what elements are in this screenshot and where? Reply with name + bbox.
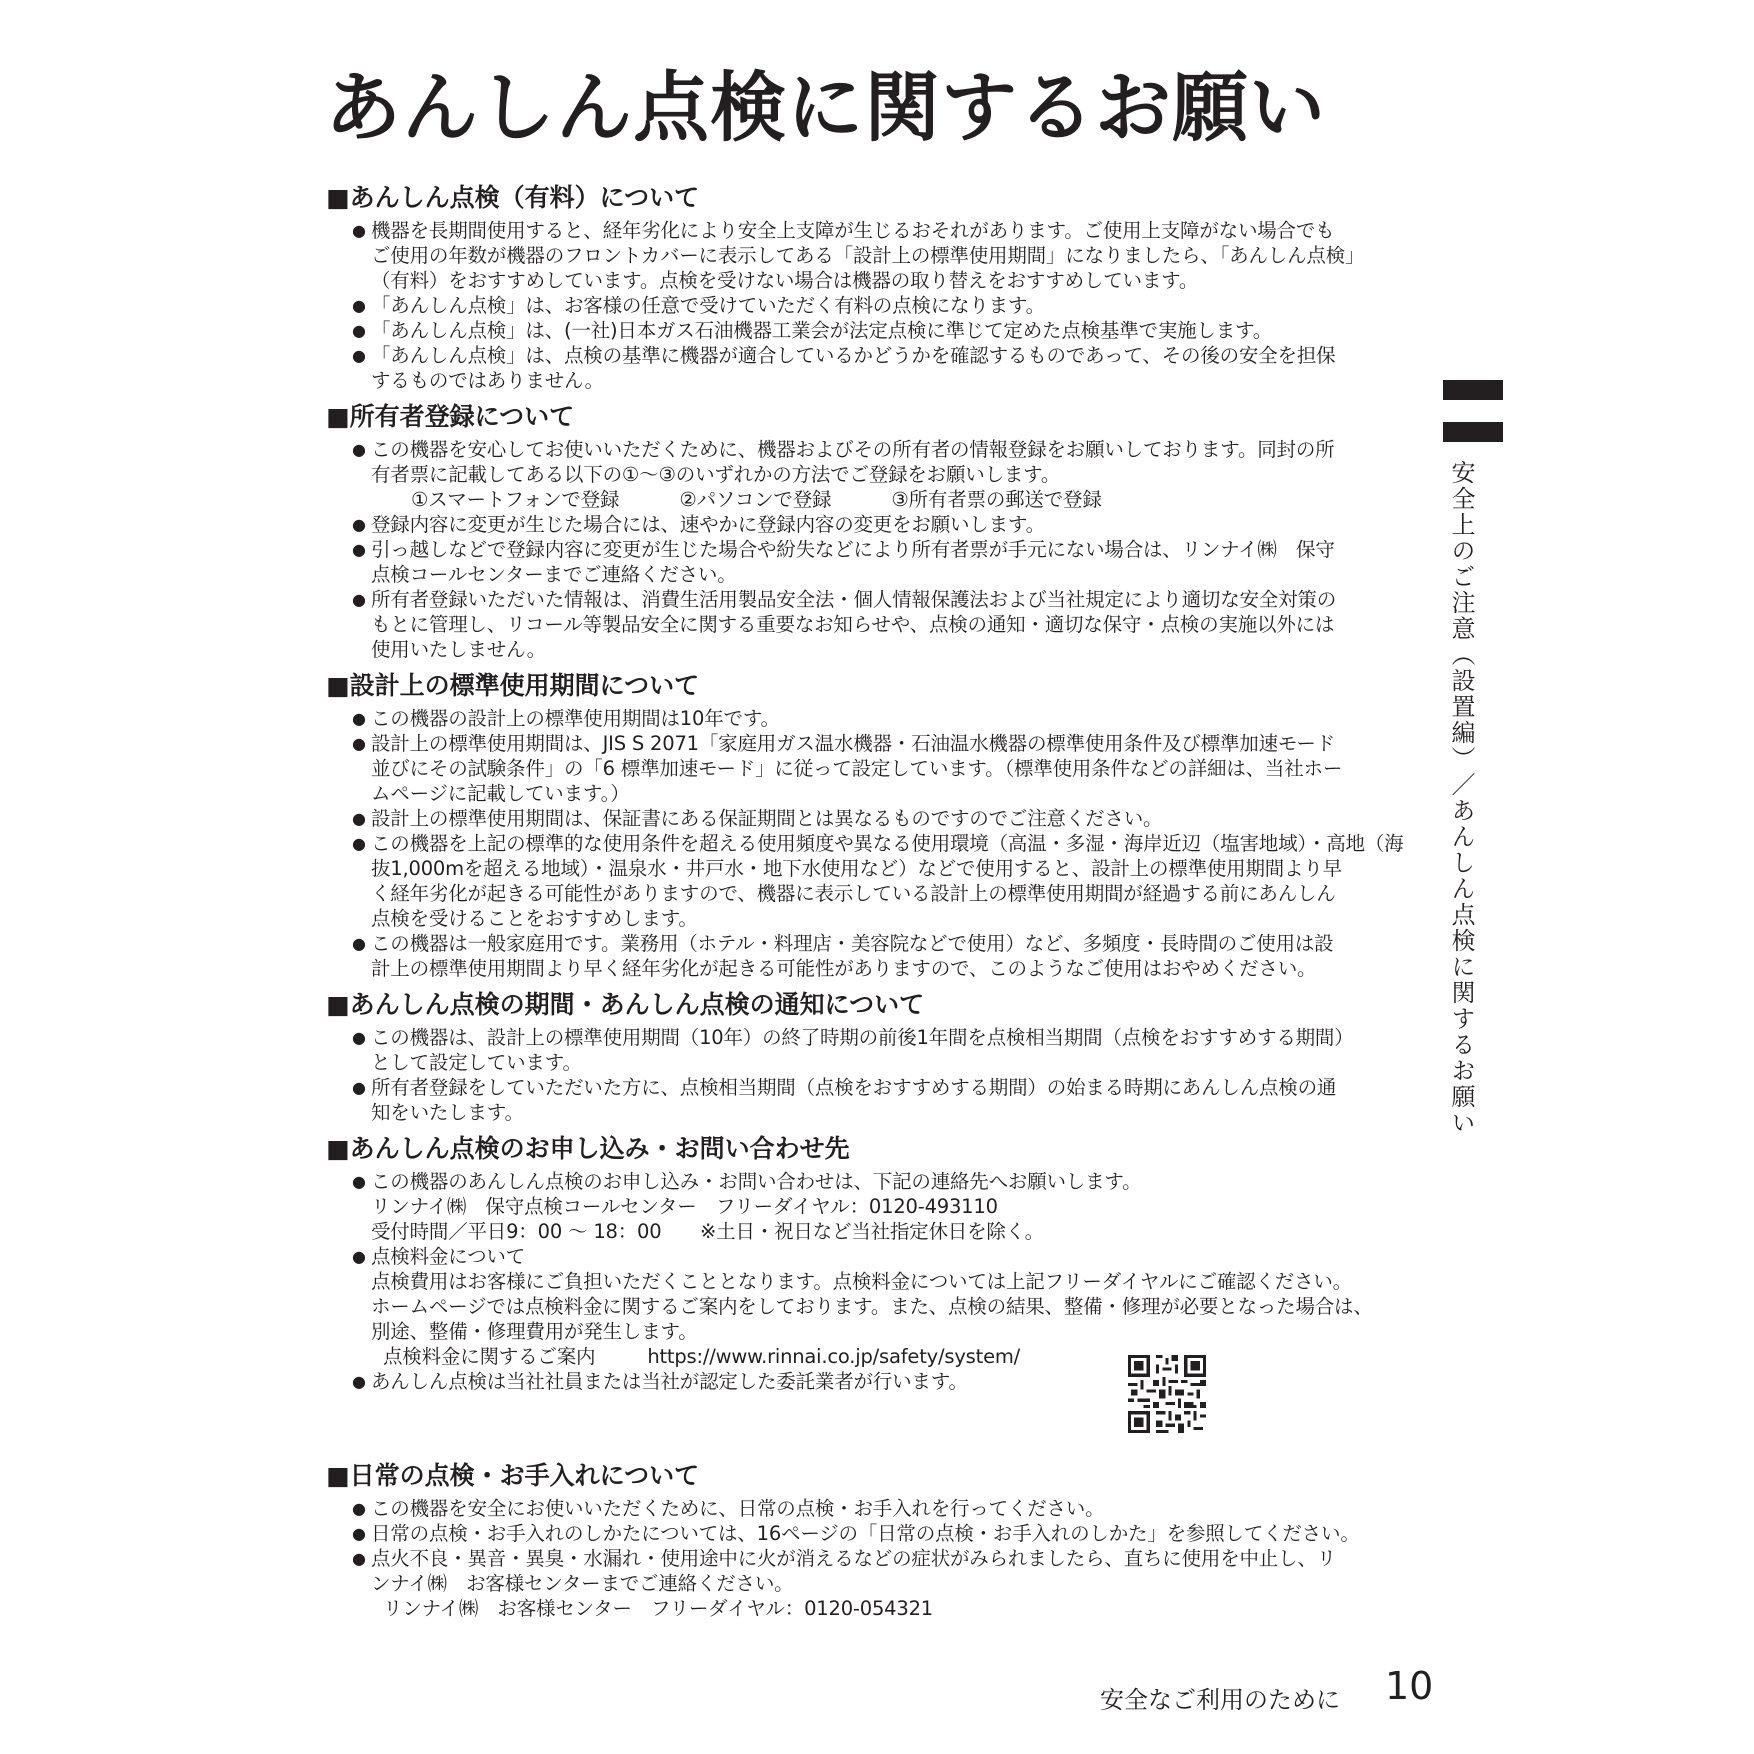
section-heading-anshin-check: ■あんしん点検（有料）について: [326, 183, 700, 212]
page-number: 10: [1385, 1664, 1434, 1708]
bullet-icon: ●: [352, 1372, 366, 1391]
list-item: ● この機器は一般家庭用です。業務用（ホテル・料理店・美容院などで使用）など、多頻度・長時間のご使用は設 計上の標準使用期間より早く経年劣化が起きる可能性がありますので、このようなご使用はおやめください。: [352, 932, 1334, 980]
list-anshin-check: [326, 218, 1438, 393]
page-title: あんしん点検に関するお願い: [325, 63, 1326, 152]
registration-method-pc: ②パソコンで登録: [679, 488, 832, 511]
section-heading-application-contact: ■あんしん点検のお申し込み・お問い合わせ先: [326, 1134, 850, 1163]
list-item: ● 引っ越しなどで登録内容に変更が生じた場合や紛失などにより所有者票が手元にない場合は、リンナイ㈱ 保守 点検コールセンターまでご連絡ください。: [352, 538, 1335, 586]
customer-center-phone: リンナイ㈱ お客様センター フリーダイヤル：0120-054321: [383, 1597, 933, 1620]
document-body: [326, 180, 1438, 1627]
section-heading-owner-registration: ■所有者登録について: [326, 402, 575, 431]
list-item: ● この機器を安全にお使いいただくために、日常の点検・お手入れを行ってください。: [352, 1497, 1105, 1520]
footer-section-name: 安全なご利用のために: [1100, 1686, 1340, 1714]
bullet-icon: ●: [352, 346, 366, 365]
list-owner-registration: [326, 437, 1438, 662]
bullet-icon: ●: [352, 1247, 366, 1266]
list-application-contact: [326, 1169, 1438, 1394]
list-item: ● 設計上の標準使用期間は、JIS S 2071「家庭用ガス温水機器・石油温水機器の標準使用条件及び標準加速モード 並びにその試験条件」の「6 標準加速モード」に従って設定しています。（標準使用条件などの詳細は、当社ホー ムページに記載しています。）: [352, 732, 1343, 805]
list-item: ● 登録内容に変更が生じた場合には、速やかに登録内容の変更をお願いします。: [352, 513, 1045, 536]
side-tab-marker: [1443, 422, 1503, 442]
fee-info-url-link[interactable]: https://www.rinnai.co.jp/safety/system/: [647, 1345, 1021, 1368]
side-section-label: 安全上のご注意（設置編）／あんしん点検に関するお願い: [1447, 460, 1475, 1136]
bullet-icon: ●: [352, 515, 366, 534]
list-item: ● 「あんしん点検」は、お客様の任意で受けていただく有料の点検になります。: [352, 294, 1045, 317]
list-item: ● この機器を上記の標準的な使用条件を超える使用頻度や異なる使用環境（高温・多湿・海岸近辺（塩害地域）・高地（海 抜1,000mを超える地域）・温泉水・井戸水・地下水使用など）などで使用すると、設計上の標準使用期間より早 く経年劣化が起きる可能性がありますので、機器に表示している設計上の標準使用期間が経過する前にあんしん 点検を受けることをおすすめします。: [352, 832, 1404, 930]
qr-code-icon[interactable]: [1128, 1355, 1206, 1433]
bullet-icon: ●: [352, 221, 366, 240]
bullet-icon: ●: [352, 440, 366, 459]
bullet-icon: ●: [352, 709, 366, 728]
list-item: ● 「あんしん点検」は、(一社)日本ガス石油機器工業会が法定点検に準じて定めた点検基準で実施します。: [352, 319, 1273, 342]
bullet-icon: ●: [352, 809, 366, 828]
list-item: ● この機器の設計上の標準使用期間は10年です。: [352, 707, 780, 730]
list-item: ● 設計上の標準使用期間は、保証書にある保証期間とは異なるものですのでご注意ください。: [352, 807, 1163, 830]
list-item: ● 「あんしん点検」は、点検の基準に機器が適合しているかどうかを確認するものであって、その後の安全を担保 するものではありません。: [352, 344, 1336, 392]
call-center-hours: 受付時間／平日9：00 ～ 18：00 ※土日・祝日など当社指定休日を除く。: [371, 1220, 1044, 1243]
bullet-icon: ●: [352, 1524, 366, 1543]
bullet-icon: ●: [352, 1499, 366, 1518]
list-item: ● この機器のあんしん点検のお申し込み・お問い合わせは、下記の連絡先へお願いします。 リンナイ㈱ 保守点検コールセンター フリーダイヤル：0120-493110 受付時間／平日9：00 ～ 18：00 ※土日・祝日など当社指定休日を除く。: [326, 1169, 1438, 1244]
registration-method-smartphone: ①スマートフォンで登録: [411, 488, 620, 511]
list-standard-period: [326, 706, 1438, 981]
list-check-period-notice: [326, 1025, 1438, 1125]
list-item: ● この機器は、設計上の標準使用期間（10年）の終了時期の前後1年間を点検相当期間（点検をおすすめする期間） として設定しています。: [352, 1026, 1354, 1074]
list-item: ● 点検料金について 点検費用はお客様にご負担いただくこととなります。点検料金については上記フリーダイヤルにご確認ください。 ホームページでは点検料金に関するご案内をしております。また、点検の結果、整備・修理が必要となった場合は、 別途、整備・修理費用が発生します。 点検料金に関するご案内 https://www.rinnai.co.jp/safety/system/: [326, 1244, 1438, 1369]
registration-method-mail: ③所有者票の郵送で登録: [891, 488, 1102, 511]
bullet-icon: ●: [352, 834, 366, 853]
section-heading-check-period-notice: ■あんしん点検の期間・あんしん点検の通知について: [326, 990, 925, 1019]
list-item: ● 所有者登録をしていただいた方に、点検相当期間（点検をおすすめする期間）の始まる時期にあんしん点検の通 知をいたします。: [352, 1076, 1337, 1124]
fee-info-label: 点検料金に関するご案内: [383, 1345, 596, 1368]
call-center-phone: リンナイ㈱ 保守点検コールセンター フリーダイヤル：0120-493110: [371, 1195, 998, 1218]
bullet-icon: ●: [352, 734, 366, 753]
bullet-icon: ●: [352, 1028, 366, 1047]
section-heading-standard-period: ■設計上の標準使用期間について: [326, 671, 700, 700]
list-daily-maintenance: [326, 1496, 1438, 1621]
list-item: ● あんしん点検は当社社員または当社が認定した委託業者が行います。: [352, 1370, 968, 1393]
bullet-icon: ●: [352, 321, 366, 340]
list-item: ● 所有者登録いただいた情報は、消費生活用製品安全法・個人情報保護法および当社規定により適切な安全対策の もとに管理し、リコール等製品安全に関する重要なお知らせや、点検の通知・適切な保守・点検の実施以外には 使用いたしません。: [352, 588, 1337, 661]
list-item: ● 点火不良・異音・異臭・水漏れ・使用途中に火が消えるなどの症状がみられましたら、直ちに使用を中止し、リ ンナイ㈱ お客様センターまでご連絡ください。 リンナイ㈱ お客様センター フリーダイヤル：0120-054321: [326, 1546, 1438, 1621]
fee-info-link-row: [371, 1344, 1438, 1369]
bullet-icon: ●: [352, 296, 366, 315]
list-item: ● この機器を安心してお使いいただくために、機器およびその所有者の情報登録をお願いしております。同封の所 有者票に記載してある以下の①～③のいずれかの方法でご登録をお願いします。 ①スマートフォンで登録 ②パソコンで登録 ③所有者票の郵送で登録: [326, 437, 1438, 512]
list-item: ● 機器を長期間使用すると、経年劣化により安全上支障が生じるおそれがあります。ご使用上支障がない場合でも ご使用の年数が機器のフロントカバーに表示してある「設計上の標準使用期間」になりましたら、「あんしん点検」 （有料）をおすすめしています。点検を受けない場合は機器の取り替えをおすすめしています。: [352, 219, 1365, 292]
bullet-icon: ●: [352, 590, 366, 609]
list-item: ● 日常の点検・お手入れのしかたについては、16ページの「日常の点検・お手入れのしかた」を参照してください。: [352, 1522, 1360, 1545]
side-tab-marker: [1443, 380, 1503, 400]
bullet-icon: ●: [352, 934, 366, 953]
bullet-icon: ●: [352, 1549, 366, 1568]
bullet-icon: ●: [352, 540, 366, 559]
registration-methods: [371, 487, 1438, 512]
bullet-icon: ●: [352, 1172, 366, 1191]
section-heading-daily-maintenance: ■日常の点検・お手入れについて: [326, 1461, 700, 1490]
bullet-icon: ●: [352, 1078, 366, 1097]
